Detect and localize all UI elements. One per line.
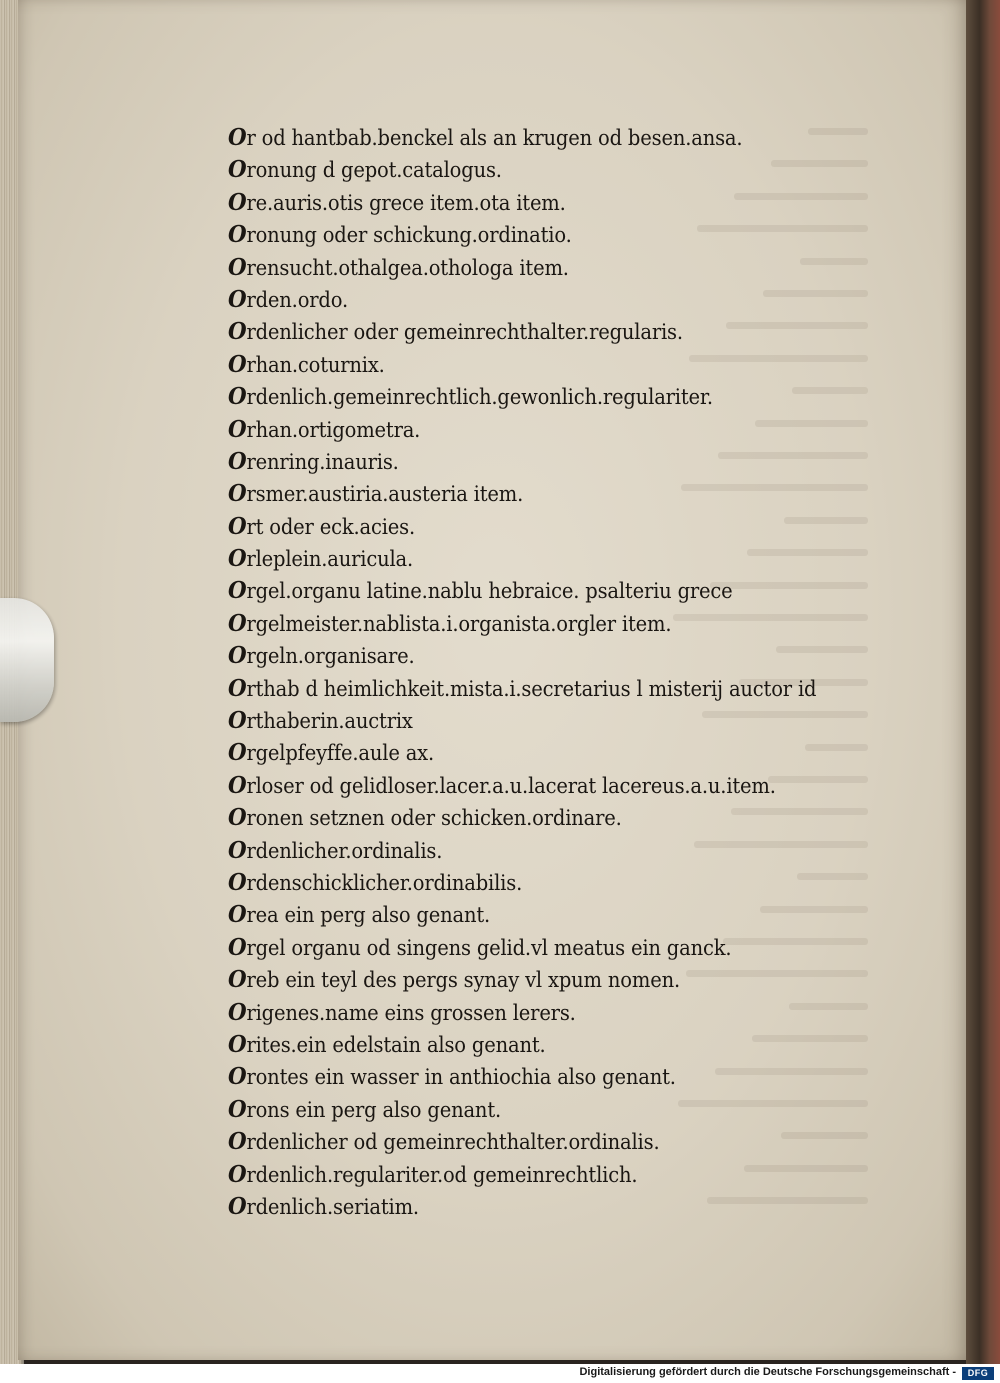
dictionary-entry: Ordenlich.regulariter.od gemeinrechtlich.	[228, 1160, 638, 1188]
entry-initial: O	[228, 480, 247, 508]
entry-initial: O	[228, 901, 247, 929]
entry-initial: O	[228, 415, 247, 443]
dictionary-entry: Oronung oder schickung.ordinatio.	[228, 221, 572, 249]
dictionary-entry: Orgel.organu latine.nablu hebraice. psalteriu grece	[228, 577, 733, 605]
entry-initial: O	[228, 253, 247, 281]
book-cover-edge	[966, 0, 1000, 1364]
dictionary-entry: Oreb ein teyl des pergs synay vl xpum nomen.	[228, 966, 680, 994]
entry-initial: O	[228, 545, 247, 573]
dictionary-entry: Orhan.coturnix.	[228, 350, 385, 378]
dictionary-entry: Ordenschicklicher.ordinabilis.	[228, 868, 523, 896]
dictionary-entry: Orsmer.austiria.austeria item.	[228, 480, 524, 508]
entry-initial: O	[228, 1128, 247, 1156]
entry-initial: O	[228, 318, 247, 346]
dictionary-entry: Orensucht.othalgea.othologa item.	[228, 253, 569, 281]
dictionary-entry: Orites.ein edelstain also genant.	[228, 1030, 546, 1058]
dictionary-entry: Orgelmeister.nablista.i.organista.orgler item.	[228, 609, 672, 637]
dictionary-entry: Orenring.inauris.	[228, 447, 399, 475]
dictionary-entry: Orgelpfeyffe.aule ax.	[228, 739, 435, 767]
entry-initial: O	[228, 156, 247, 184]
funding-credit-text: Digitalisierung gefördert durch die Deutsche Forschungsgemeinschaft -	[579, 1366, 956, 1378]
dictionary-entry-list	[228, 122, 848, 1223]
dictionary-entry: Ordenlicher.ordinalis.	[228, 836, 443, 864]
entry-initial: O	[228, 447, 247, 475]
entry-initial: O	[228, 1192, 247, 1220]
entry-initial: O	[228, 998, 247, 1026]
entry-initial: O	[228, 771, 247, 799]
entry-initial: O	[228, 804, 247, 832]
dictionary-entry: Orea ein perg also genant.	[228, 901, 491, 929]
dictionary-entry: Origenes.name eins grossen lerers.	[228, 998, 576, 1026]
page-clip	[0, 598, 54, 722]
entry-initial: O	[228, 512, 247, 540]
entry-initial: O	[228, 868, 247, 896]
dictionary-entry: Ordenlich.seriatim.	[228, 1192, 419, 1220]
entry-initial: O	[228, 285, 247, 313]
entry-initial: O	[228, 609, 247, 637]
dictionary-entry: Orden.ordo.	[228, 285, 348, 313]
dictionary-entry: Orons ein perg also genant.	[228, 1095, 502, 1123]
entry-initial: O	[228, 707, 247, 735]
dictionary-entry: Ordenlich.gemeinrechtlich.gewonlich.regulariter.	[228, 383, 713, 411]
dictionary-entry: Ore.auris.otis grece item.ota item.	[228, 188, 566, 216]
entry-initial: O	[228, 1030, 247, 1058]
dictionary-entry: Oronen setznen oder schicken.ordinare.	[228, 804, 622, 832]
entry-initial: O	[228, 739, 247, 767]
dictionary-entry: Orgeln.organisare.	[228, 642, 415, 670]
entry-initial: O	[228, 836, 247, 864]
entry-initial: O	[228, 933, 247, 961]
dictionary-entry: Orloser od gelidloser.lacer.a.u.lacerat lacereus.a.u.item.	[228, 771, 776, 799]
funding-footer	[0, 1364, 1000, 1383]
entry-initial: O	[228, 124, 247, 151]
dictionary-entry: Ordenlicher od gemeinrechthalter.ordinalis.	[228, 1128, 660, 1156]
entry-initial: O	[228, 1095, 247, 1123]
dictionary-entry: Ort oder eck.acies.	[228, 512, 416, 540]
entry-initial: O	[228, 674, 247, 702]
entry-initial: O	[228, 1063, 247, 1091]
entry-initial: O	[228, 188, 247, 216]
entry-initial: O	[228, 221, 247, 249]
dictionary-entry: Orleplein.auricula.	[228, 545, 414, 573]
dfg-logo: DFG	[962, 1367, 994, 1380]
dictionary-entry: Orthaberin.auctrix	[228, 707, 413, 735]
dictionary-entry: Orontes ein wasser in anthiochia also genant.	[228, 1063, 676, 1091]
entry-initial: O	[228, 577, 247, 605]
dictionary-entry: Orgel organu od singens gelid.vl meatus ein ganck.	[228, 933, 732, 961]
dictionary-entry: Orthab d heimlichkeit.mista.i.secretarius l misterij auctor id	[228, 674, 817, 702]
entry-initial: O	[228, 1160, 247, 1188]
dictionary-entry: Oronung d gepot.catalogus.	[228, 156, 502, 184]
entry-initial: O	[228, 350, 247, 378]
dictionary-entry: Orhan.ortigometra.	[228, 415, 421, 443]
dictionary-entry: Ordenlicher oder gemeinrechthalter.regularis.	[228, 318, 683, 346]
entry-initial: O	[228, 383, 247, 411]
entry-initial: O	[228, 966, 247, 994]
entry-initial: O	[228, 642, 247, 670]
dictionary-entry: Or od hantbab.benckel als an krugen od besen.ansa.	[228, 124, 743, 151]
